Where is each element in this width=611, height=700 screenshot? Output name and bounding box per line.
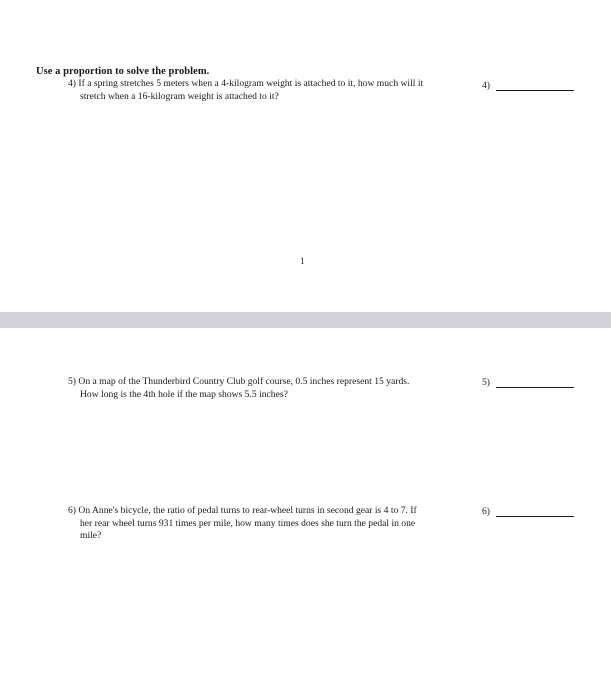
- answer-line[interactable]: [496, 508, 574, 517]
- problem-6: [68, 505, 468, 543]
- answer-label: 6): [482, 506, 490, 517]
- problem-text-line: How long is the 4th hole if the map shows 5.5 inches?: [80, 388, 288, 400]
- problem-text-line: her rear wheel turns 931 times per mile, how many times does she turn the pedal in one: [80, 517, 416, 529]
- problem-number: 6): [68, 505, 76, 516]
- section-instructions: Use a proportion to solve the problem.: [36, 66, 210, 77]
- problem-number: 4): [68, 78, 76, 89]
- problem-text-line: On Anne's bicycle, the ratio of pedal turns to rear-wheel turns in second gear is 4 to 7. If: [78, 505, 417, 516]
- answer-blank-6[interactable]: [482, 506, 574, 517]
- problem-text-line: stretch when a 16-kilogram weight is attached to it?: [80, 90, 279, 102]
- answer-blank-5[interactable]: [482, 377, 574, 388]
- worksheet-page-1: [0, 0, 611, 312]
- answer-label: 5): [482, 377, 490, 388]
- answer-label: 4): [482, 80, 490, 91]
- problem-text-line: mile?: [80, 530, 102, 541]
- answer-line[interactable]: [496, 379, 574, 388]
- problem-number: 5): [68, 376, 76, 387]
- problem-5: [68, 376, 468, 401]
- answer-line[interactable]: [496, 82, 574, 91]
- page-number: 1: [300, 256, 305, 266]
- problem-text-line: On a map of the Thunderbird Country Club golf course, 0.5 inches represent 15 yards.: [78, 376, 410, 387]
- worksheet-page-2: [0, 328, 611, 700]
- answer-blank-4[interactable]: [482, 80, 574, 91]
- problem-text-line: If a spring stretches 5 meters when a 4-kilogram weight is attached to it, how much will it: [78, 78, 424, 89]
- problem-4: [68, 78, 468, 103]
- page-separator: [0, 312, 611, 328]
